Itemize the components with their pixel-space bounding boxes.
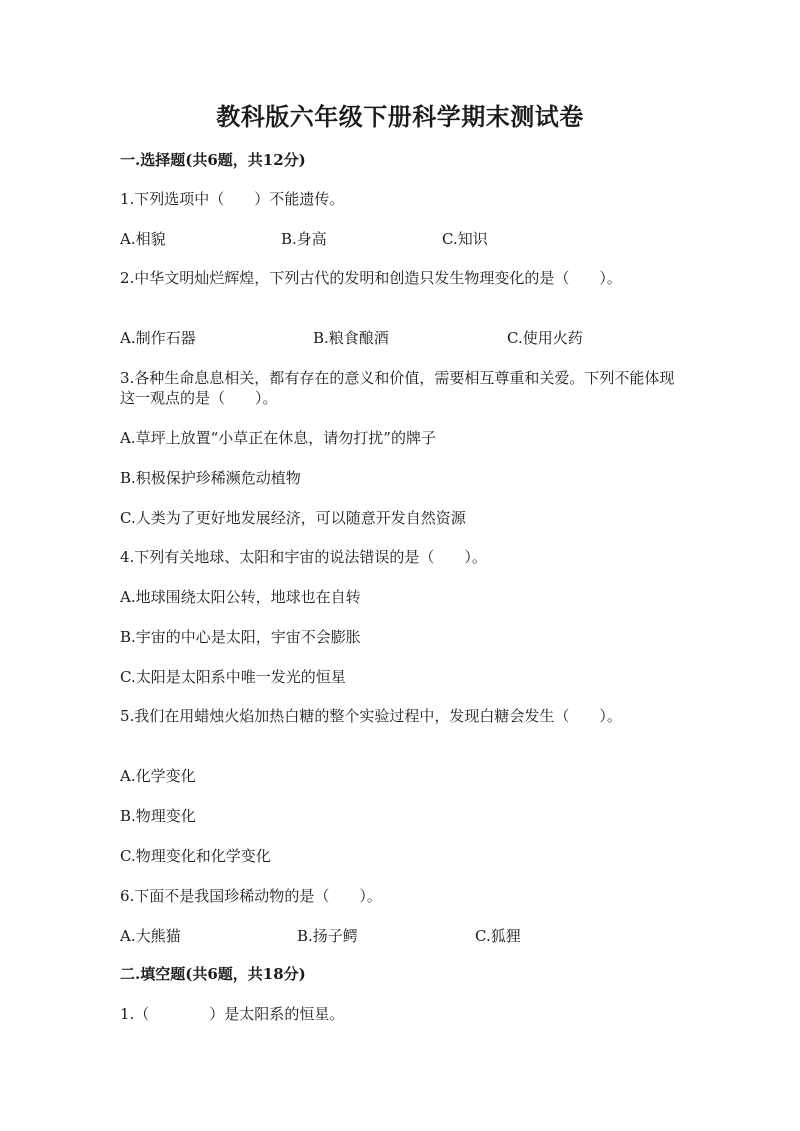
section-heading-choice: 一.选择题(共6题，共12分) [120,151,306,169]
option-b: B.物理变化 [120,807,196,825]
option-a: A.大熊猫 [120,927,181,945]
option-a: A.化学变化 [120,767,196,785]
section-heading-fill: 二.填空题(共6题，共18分) [120,965,306,983]
option-a: A.制作石器 [120,329,196,347]
option-c: C.太阳是太阳系中唯一发光的恒星 [120,668,346,686]
option-c: C.人类为了更好地发展经济，可以随意开发自然资源 [120,509,466,527]
option-a: A.地球围绕太阳公转，地球也在自转 [120,588,361,606]
question-stem: 3.各种生命息息相关，都有存在的意义和价值，需要相互尊重和关爱。下列不能体现这一观点的是（ ）。 [120,369,675,407]
option-c: C.知识 [442,230,488,248]
option-a: A.草坪上放置“小草正在休息，请勿打扰”的牌子 [120,429,436,447]
page-title: 教科版六年级下册科学期末测试卷 [216,102,584,131]
option-b: B.身高 [281,230,327,248]
option-a: A.相貌 [120,230,166,248]
question-stem: 1.下列选项中（ ）不能遗传。 [120,190,345,208]
option-c: C.狐狸 [475,927,521,945]
option-b: B.宇宙的中心是太阳，宇宙不会膨胀 [120,628,361,646]
option-b: B.扬子鳄 [297,927,358,945]
question-stem: 1.（ ）是太阳系的恒星。 [120,1005,345,1023]
option-b: B.积极保护珍稀濒危动植物 [120,469,301,487]
option-b: B.粮食酿酒 [313,329,389,347]
question-stem: 4.下列有关地球、太阳和宇宙的说法错误的是（ ）。 [120,548,487,566]
question-stem: 5.我们在用蜡烛火焰加热白糖的整个实验过程中，发现白糖会发生（ ）。 [120,707,622,725]
option-c: C.物理变化和化学变化 [120,847,271,865]
question-stem: 6.下面不是我国珍稀动物的是（ ）。 [120,887,382,905]
question-stem: 2.中华文明灿烂辉煌，下列古代的发明和创造只发生物理变化的是（ ）。 [120,269,622,287]
option-c: C.使用火药 [507,329,583,347]
